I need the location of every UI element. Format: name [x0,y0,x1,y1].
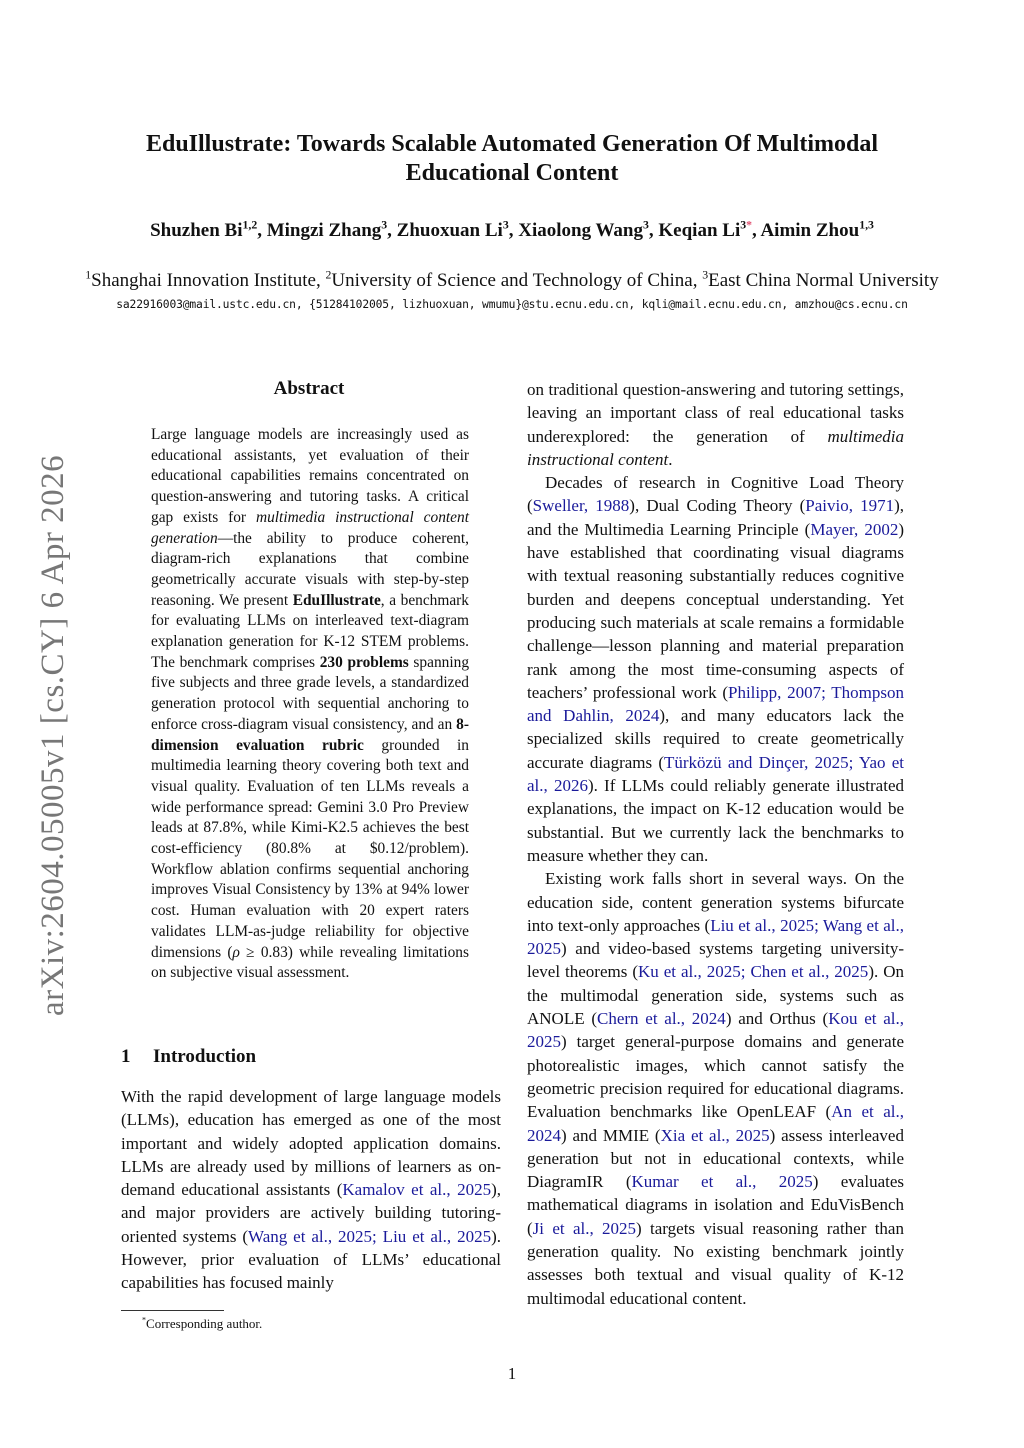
intro-paragraph [121,1085,501,1295]
abstract-heading: Abstract [273,378,345,399]
text-run: ) and MMIE ( [561,1125,661,1145]
author-separator: , [752,220,761,241]
citation-link[interactable]: Liu et al., 2025; Wang et al., 2025 [527,915,904,959]
paragraph [527,471,904,867]
affiliation-name: Shanghai Innovation Institute, [91,270,326,291]
page-number: 1 [507,1364,517,1383]
citation-link[interactable]: Xia et al., 2025 [660,1125,770,1145]
citation-link[interactable]: Paivio, 1971 [805,496,895,516]
affiliation-name: University of Science and Technology of China, [331,270,703,291]
bold-text: 230 problems [319,653,409,671]
text-run: ) and video-based systems targeting university-level theorems ( [527,939,904,982]
text-run: ), and major providers are actively building tutoring-oriented systems ( [121,1180,501,1246]
citation-link[interactable]: Kou et al., 2025 [527,1009,904,1052]
author-name: Mingzi Zhang [266,220,382,241]
text-run: ) assess interleaved generation but not in educational contexts, while DiagramIR ( [527,1125,904,1192]
citation-link[interactable]: Mayer, 2002 [810,519,899,539]
citation-link[interactable]: Ku et al., 2025; Chen et al., 2025 [637,962,869,982]
text-run: Large language models are increasingly used as educational assistants, yet evaluation of their educational capabilities remains concentrated on question-answering and tutoring tasks. A critical gap exists for [151,426,469,526]
emphasis-text: multimedia instructional content [527,426,904,469]
arxiv-identifier: arXiv:2604.05005v1 [cs.CY] 6 Apr 2026 [35,454,71,1016]
author-name: Xiaolong Wang [518,220,643,241]
text-run: spanning five subjects and three grade levels, a standardized generation protocol with sequential anchoring to enforce cross-diagram visual consistency, and an [151,653,470,733]
footnote-text: Corresponding author. [146,1316,263,1331]
abstract-body [151,425,469,984]
text-run: ), and the Multimedia Learning Principle ( [527,496,904,539]
right-column [527,378,904,1310]
author-affiliation-mark: 3 [643,218,649,232]
section-heading [121,1046,256,1068]
citation-link[interactable]: Philipp, 2007; Thompson and Dahlin, 2024 [527,682,904,726]
citation-link[interactable]: Sweller, 1988 [532,496,630,516]
text-run: ), and many educators lack the specialized skills required to create geometrically accurate diagrams ( [527,706,904,772]
text-run: Existing work falls short in several ways. On the education side, content generation systems bifurcate into text-only approaches ( [527,869,904,935]
author-affiliation-mark: 1,2 [242,218,258,232]
section-number: 1 [121,1046,131,1067]
text-run: ) and Orthus ( [725,1009,829,1029]
author-affiliation-mark: 1,3 [859,218,874,232]
author-name: Aimin Zhou [760,220,860,241]
text-run: ) targets visual reasoning rather than generation quality. No existing benchmark jointly assesses both textual and visual quality of K-12 multimodal educational content. [527,1218,904,1308]
citation-link[interactable]: Türközü and Dinçer, 2025; Yao et al., 2026 [527,752,904,796]
emphasis-text: ρ [232,943,240,961]
author-separator: , [257,220,267,241]
author-separator: , [508,220,519,241]
footnote [142,1316,262,1332]
text-run: on traditional question-answering and tutoring settings, leaving an important class of real educational tasks underexplored: the generation of [527,380,904,446]
text-run: Decades of research in Cognitive Load Theory ( [527,473,904,516]
text-run: ). However, prior evaluation of LLMs’ educational capabilities has focused mainly [121,1226,501,1293]
text-run: ≥ 0.83) while revealing limitations on subjective visual assessment. [151,943,469,982]
author-separator: , [648,220,659,241]
citation-link[interactable]: An et al., 2024 [527,1102,904,1145]
citation-link[interactable]: Chern et al., 2024 [597,1009,726,1029]
paper-title [0,130,1024,188]
text-run: . [668,449,673,469]
affiliation-mark: 1 [85,268,92,282]
section-title: Introduction [153,1046,257,1067]
corresponding-author-star: * [746,218,752,232]
citation-link[interactable]: Kamalov et al., 2025 [342,1180,492,1200]
text-run: —the ability to produce coherent, diagram-rich explanations that combine geometrically accurate visuals with step-by-step reasoning. We present [151,529,469,609]
citation-link[interactable]: Ji et al., 2025 [532,1218,637,1238]
affiliations [0,270,1024,292]
text-run: ). On the multimodal generation side, systems such as ANOLE ( [527,962,904,1029]
affiliation-mark: 2 [325,268,332,282]
text-run: ). If LLMs could reliably generate illustrated explanations, the impact on K-12 education would be substantial. But we currently lack the benchmarks to measure whether they can. [527,776,904,865]
text-run: grounded in multimedia learning theory covering both text and visual quality. Evaluation of ten LLMs reveals a wide performance spread: Gemini 3.0 Pro Preview leads at 87.8%, while Kimi-K2.5 achieves the best cost-efficiency (80.8% at $0.12/problem). Workflow ablation confirms sequential anchoring improves Visual Consistency by 13% at 94% lower cost. Human evaluation with 20 expert raters validates LLM-as-judge reliability for objective dimensions ( [151,736,470,961]
author-name: Keqian Li [658,220,741,241]
author-emails: sa22916003@mail.ustc.edu.cn, {51284102005, lizhuoxuan, wmumu}@stu.ecnu.edu.cn, kqli@mail.ecnu.edu.cn, amzhou@cs.ecnu.cn [116,298,908,311]
author-affiliation-mark: 3 [381,218,388,232]
text-run: ) evaluates mathematical diagrams in isolation and EduVisBench ( [527,1172,904,1238]
paragraph [527,378,904,471]
affiliation-name: East China Normal University [708,270,939,291]
author-separator: , [387,220,397,241]
text-run: ) target general-purpose domains and generate photorealistic images, which cannot satisfy the geometric precision required for educational diagrams. Evaluation benchmarks like OpenLEAF ( [527,1032,904,1122]
emphasis-text: multimedia instructional content generation [151,508,469,547]
title-line-1: EduIllustrate: Towards Scalable Automated Generation Of Multimodal [145,131,879,157]
author-name: Zhuoxuan Li [396,220,503,241]
text-run: , a benchmark for evaluating LLMs on interleaved text-diagram explanation generation for K-12 STEM problems. The benchmark comprises [151,591,469,671]
author-name: Shuzhen Bi [150,220,243,241]
text-run: With the rapid development of large language models (LLMs), education has emerged as one of the most important and widely adopted application domains. LLMs are already used by millions of learners as on-demand educational assistants ( [121,1087,501,1200]
author-list [0,220,1024,242]
text-run: ) have established that coordinating visual diagrams with textual reasoning substantially reduces cognitive burden and deepens conceptual understanding. Yet producing such materials at scale remains a formidable challenge—lesson planning and material preparation rank among the most time-consuming aspects of teachers’ professional work ( [527,519,904,702]
title-line-2: Educational Content [405,160,619,186]
bold-text: 8-dimension evaluation rubric [151,715,469,754]
bold-text: EduIllustrate [292,591,381,609]
footnote-rule [121,1310,224,1311]
affiliation-mark: 3 [702,268,709,282]
paragraph [527,867,904,1310]
author-affiliation-mark: 3 [502,218,509,232]
text-run: ), Dual Coding Theory ( [629,496,806,516]
citation-link[interactable]: Wang et al., 2025; Liu et al., 2025 [248,1226,492,1246]
author-affiliation-mark: 3* [740,218,752,232]
citation-link[interactable]: Kumar et al., 2025 [631,1172,813,1192]
footnote-mark: * [142,1315,147,1325]
